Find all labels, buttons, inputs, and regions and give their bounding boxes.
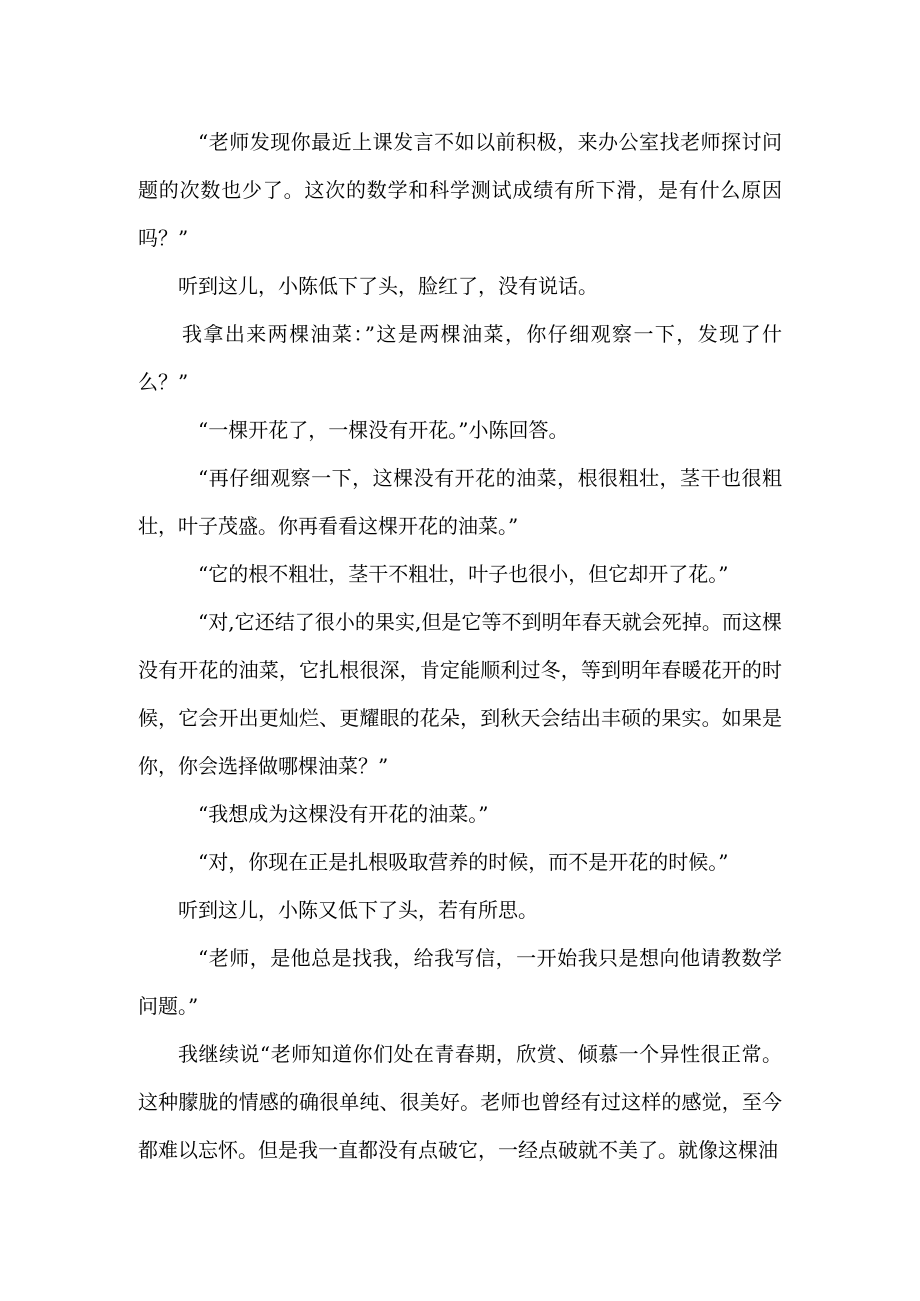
- document-body: [138, 118, 782, 1174]
- paragraph-10: 听到这儿，小陈又低下了头，若有所思。: [178, 898, 538, 922]
- paragraph-2: 听到这儿，小陈低下了头，脸红了，没有说话。: [178, 274, 598, 298]
- paragraph-1: “老师发现你最近上课发言不如以前积极，来办公室找老师探讨问题的次数也少了。这次的数学和科学测试成绩有所下滑，是有什么原因吗？”: [138, 130, 782, 250]
- paragraph-9: “对，你现在正是扎根吸取营养的时候，而不是开花的时候。”: [198, 850, 729, 874]
- paragraph-8: “我想成为这棵没有开花的油菜。”: [198, 802, 489, 826]
- paragraph-11: “老师，是他总是找我，给我写信，一开始我只是想向他请教数学问题。”: [138, 946, 782, 1018]
- paragraph-12: 我继续说“老师知道你们处在青春期，欣赏、倾慕一个异性很正常。这种朦胧的情感的确很单纯、很美好。老师也曾经有过这样的感觉，至今都难以忘怀。但是我一直都没有点破它，一经点破就不美了。就像这棵油: [138, 1042, 782, 1162]
- paragraph-3: 我拿出来两棵油菜：”这是两棵油菜，你仔细观察一下，发现了什么？”: [138, 322, 782, 394]
- paragraph-4: “一棵开花了，一棵没有开花。”小陈回答。: [198, 418, 569, 442]
- paragraph-7: “对,它还结了很小的果实,但是它等不到明年春天就会死掉。而这棵没有开花的油菜，它扎根很深，肯定能顺利过冬，等到明年春暖花开的时候，它会开出更灿烂、更耀眼的花朵，到秋天会结出丰硕的果实。如果是你，你会选择做哪棵油菜？”: [138, 610, 782, 778]
- paragraph-5: “再仔细观察一下，这棵没有开花的油菜，根很粗壮，茎干也很粗壮，叶子茂盛。你再看看这棵开花的油菜。”: [138, 466, 782, 538]
- paragraph-6: “它的根不粗壮，茎干不粗壮，叶子也很小，但它却开了花。”: [198, 562, 729, 586]
